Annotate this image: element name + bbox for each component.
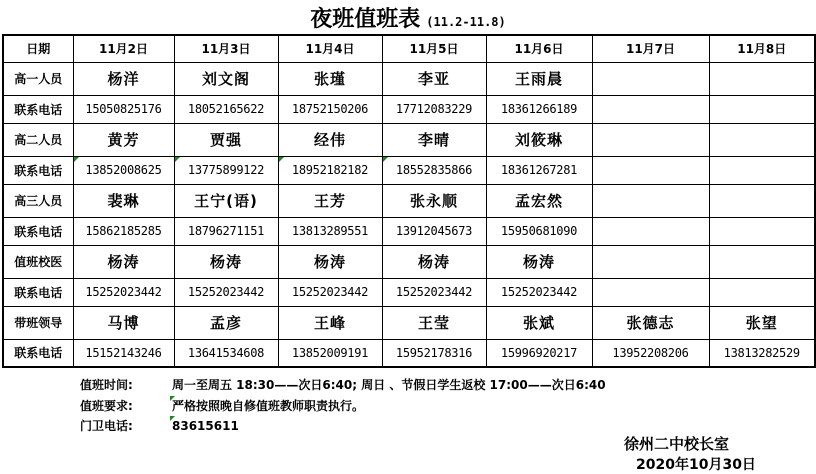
staff-name-cell — [709, 62, 815, 95]
phone-number-cell: 18952182182 — [278, 156, 382, 184]
date-header-cell: 11月5日 — [382, 35, 486, 62]
footer-office: 徐州二中校长室 — [624, 435, 730, 453]
phone-number-cell: 15252023442 — [486, 278, 592, 306]
phone-row — [3, 156, 815, 184]
phone-number-cell: 15152143246 — [73, 339, 174, 367]
date-header-cell: 11月7日 — [592, 35, 709, 62]
phone-number-cell — [709, 217, 815, 245]
duty-time-line — [80, 376, 606, 393]
phone-number-cell: 18361267281 — [486, 156, 592, 184]
footer-date: 2020年10月30日 — [636, 457, 756, 473]
phone-number-cell: 13813289551 — [278, 217, 382, 245]
staff-name-cell: 王峰 — [278, 306, 382, 339]
row-label: 联系电话 — [3, 217, 73, 245]
date-header-cell: 11月4日 — [278, 35, 382, 62]
date-header-cell: 11月6日 — [486, 35, 592, 62]
staff-name-cell: 经伟 — [278, 123, 382, 156]
duty-roster-table — [2, 34, 816, 368]
phone-number-cell: 15252023442 — [174, 278, 278, 306]
staff-name-cell: 杨涛 — [73, 245, 174, 278]
staff-name-cell — [592, 62, 709, 95]
row-label: 联系电话 — [3, 339, 73, 367]
staff-name-cell: 杨涛 — [486, 245, 592, 278]
staff-name-cell: 孟宏然 — [486, 184, 592, 217]
staff-name-cell: 王芳 — [278, 184, 382, 217]
date-header-label: 日期 — [3, 35, 73, 62]
staff-row — [3, 184, 815, 217]
row-label: 联系电话 — [3, 278, 73, 306]
staff-name-cell: 杨涛 — [382, 245, 486, 278]
staff-name-cell — [709, 123, 815, 156]
phone-number-cell: 13852008625 — [73, 156, 174, 184]
staff-name-cell: 黄芳 — [73, 123, 174, 156]
date-header-cell: 11月8日 — [709, 35, 815, 62]
phone-row — [3, 217, 815, 245]
phone-number-cell — [592, 156, 709, 184]
phone-row — [3, 339, 815, 367]
staff-row — [3, 62, 815, 95]
phone-number-cell: 18752150206 — [278, 95, 382, 123]
phone-number-cell: 13641534608 — [174, 339, 278, 367]
date-header-cell: 11月2日 — [73, 35, 174, 62]
staff-row — [3, 245, 815, 278]
staff-name-cell: 杨涛 — [174, 245, 278, 278]
staff-name-cell: 李晴 — [382, 123, 486, 156]
staff-name-cell — [592, 123, 709, 156]
page-title: 夜班值班表 — [310, 6, 421, 32]
row-label: 联系电话 — [3, 156, 73, 184]
staff-name-cell: 张斌 — [486, 306, 592, 339]
staff-name-cell: 王宁(语) — [174, 184, 278, 217]
phone-number-cell: 15950681090 — [486, 217, 592, 245]
staff-name-cell: 张永顺 — [382, 184, 486, 217]
staff-name-cell: 刘文阁 — [174, 62, 278, 95]
staff-name-cell — [709, 184, 815, 217]
phone-number-cell: 18361266189 — [486, 95, 592, 123]
phone-number-cell — [709, 156, 815, 184]
phone-number-cell: 15252023442 — [382, 278, 486, 306]
phone-number-cell: 15252023442 — [278, 278, 382, 306]
staff-name-cell: 杨洋 — [73, 62, 174, 95]
staff-name-cell: 裴琳 — [73, 184, 174, 217]
duty-time-label: 值班时间: — [80, 378, 133, 392]
staff-name-cell: 王莹 — [382, 306, 486, 339]
staff-name-cell: 王雨晨 — [486, 62, 592, 95]
guard-phone-value: 83615611 — [172, 419, 239, 433]
phone-number-cell — [709, 278, 815, 306]
guard-phone-label: 门卫电话: — [80, 419, 133, 433]
staff-name-cell: 贾强 — [174, 123, 278, 156]
title-row — [0, 0, 816, 34]
phone-number-cell: 13912045673 — [382, 217, 486, 245]
phone-number-cell: 13813282529 — [709, 339, 815, 367]
duty-requirement-label: 值班要求: — [80, 399, 133, 413]
staff-row — [3, 306, 815, 339]
staff-name-cell: 李亚 — [382, 62, 486, 95]
staff-name-cell: 孟彦 — [174, 306, 278, 339]
duty-requirement-line — [80, 397, 364, 414]
staff-name-cell: 张望 — [709, 306, 815, 339]
phone-number-cell: 15862185285 — [73, 217, 174, 245]
staff-name-cell — [592, 184, 709, 217]
duty-time-value: 周一至周五 18:30——次日6:40; 周日 、节假日学生返校 17:00——次日6:40 — [172, 378, 606, 392]
phone-number-cell: 18552835866 — [382, 156, 486, 184]
row-label: 带班领导 — [3, 306, 73, 339]
header-row — [3, 35, 815, 62]
phone-number-cell: 17712083229 — [382, 95, 486, 123]
phone-number-cell: 13775899122 — [174, 156, 278, 184]
guard-phone-line — [80, 417, 239, 434]
phone-number-cell: 15952178316 — [382, 339, 486, 367]
phone-number-cell: 18796271151 — [174, 217, 278, 245]
phone-number-cell: 15252023442 — [73, 278, 174, 306]
phone-number-cell: 15996920217 — [486, 339, 592, 367]
duty-requirement-value: 严格按照晚自修值班教师职责执行。 — [172, 399, 365, 413]
staff-row — [3, 123, 815, 156]
staff-name-cell: 张瑾 — [278, 62, 382, 95]
phone-number-cell: 18052165622 — [174, 95, 278, 123]
staff-name-cell — [592, 245, 709, 278]
phone-row — [3, 278, 815, 306]
staff-name-cell: 杨涛 — [278, 245, 382, 278]
row-label: 联系电话 — [3, 95, 73, 123]
row-label: 值班校医 — [3, 245, 73, 278]
phone-number-cell — [592, 217, 709, 245]
row-label: 高二人员 — [3, 123, 73, 156]
phone-number-cell — [709, 95, 815, 123]
row-label: 高一人员 — [3, 62, 73, 95]
phone-number-cell: 15050825176 — [73, 95, 174, 123]
date-header-cell: 11月3日 — [174, 35, 278, 62]
phone-row — [3, 95, 815, 123]
page-subtitle: (11.2-11.8) — [426, 15, 506, 29]
phone-number-cell: 13852009191 — [278, 339, 382, 367]
phone-number-cell: 13952208206 — [592, 339, 709, 367]
phone-number-cell — [592, 278, 709, 306]
phone-number-cell — [592, 95, 709, 123]
row-label: 高三人员 — [3, 184, 73, 217]
staff-name-cell: 刘筱琳 — [486, 123, 592, 156]
staff-name-cell — [709, 245, 815, 278]
staff-name-cell: 张德志 — [592, 306, 709, 339]
staff-name-cell: 马博 — [73, 306, 174, 339]
